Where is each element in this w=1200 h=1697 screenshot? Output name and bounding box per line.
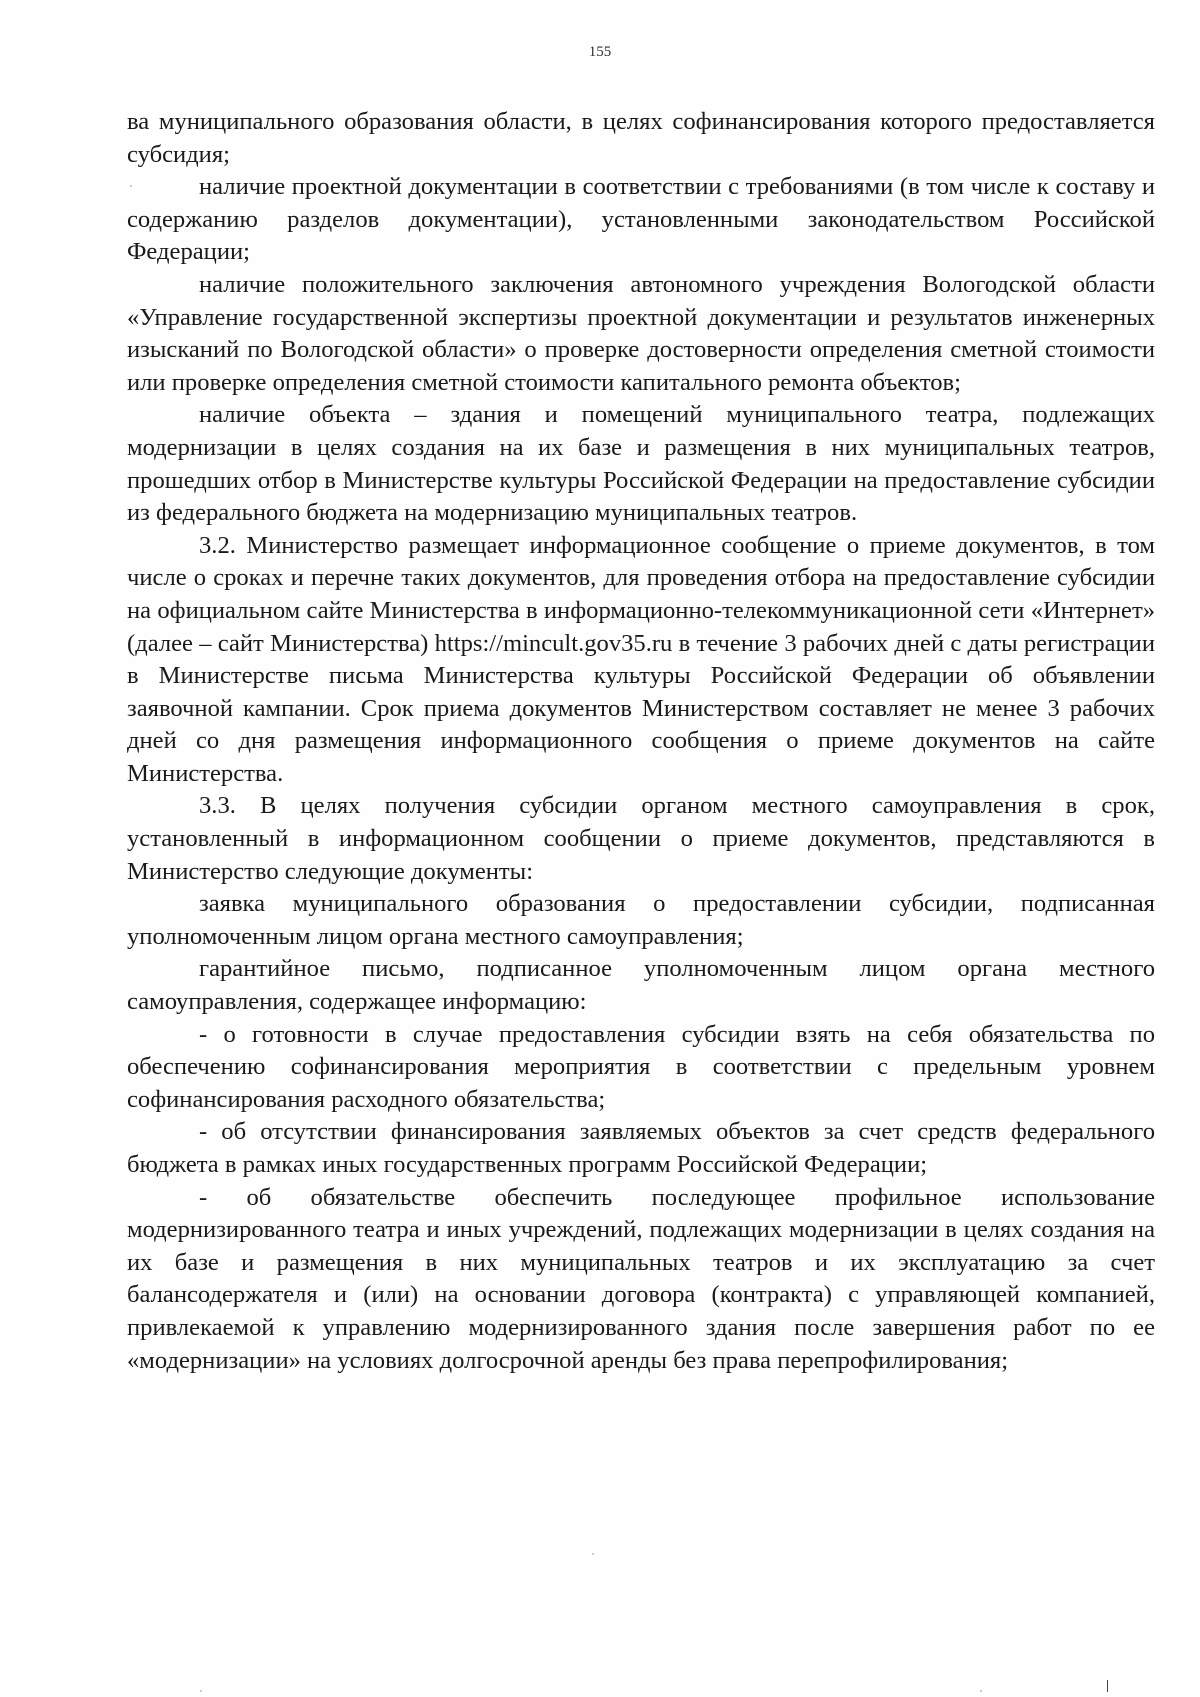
paragraph-continuation: ва муниципального образования области, в целях софинансирования которого предоставляется субсидия; [127,108,1155,168]
paragraph-guarantee-letter: гарантийное письмо, подписанное уполномоченным лицом органа местного самоуправления, содержащее информацию: [127,955,1155,1016]
scan-speck [200,1690,202,1692]
list-item-profile-use: - об обязательстве обеспечить последующее профильное использование модернизированного театра и иных учреждений, подлежащих модернизации в целях создания на их базе и размещения в них муниципальных театров и их эксплуатацию за счет балансодержателя и (или) на основании договора (контракта) с управляющей компанией, привлекаемой к управлению модернизированного здания после завершения работ по ее «модернизации» на условиях долгосрочной аренды без права перепрофилирования; [127,1183,1155,1374]
list-item-cofinancing: - о готовности в случае предоставления субсидии взять на себя обязательства по обеспечению софинансирования мероприятия в соответствии с предельным уровнем софинансирования расходного обязательства; [127,1020,1155,1113]
scan-speck [980,1690,982,1692]
paragraph-project-documentation: наличие проектной документации в соответствии с требованиями (в том числе к составу и содержанию разделов документации), установленными законодательством Российской Федерации; [127,173,1155,266]
page-number: 155 [588,44,612,60]
paragraph-application: заявка муниципального образования о предоставлении субсидии, подписанная уполномоченным лицом органа местного самоуправления; [127,890,1155,950]
paragraph-expertise-conclusion: наличие положительного заключения автономного учреждения Вологодской области «Управление государственной экспертизы проектной документации и результатов инженерных изысканий по Вологодской области» о проверке достоверности определения сметной стоимости или проверке определения сметной стоимости капитального ремонта объектов; [127,270,1155,396]
scan-speck [592,1553,594,1555]
paragraph-theatre-object: наличие объекта – здания и помещений муниципального театра, подлежащих модернизации в целях создания на их базе и размещения в них муниципальных театров, прошедших отбор в Министерстве культуры Российской Федерации на предоставление субсидии из федерального бюджета на модернизацию муниципальных театров. [127,401,1155,527]
scan-mark [1107,1680,1108,1692]
list-item-no-federal-funding: - об отсутствии финансирования заявляемых объектов за счет средств федерального бюджета в рамках иных государственных программ Российской Федерации; [127,1118,1155,1178]
document-body [127,106,1155,1377]
scan-speck [130,185,132,187]
paragraph-section-3-2: 3.2. Министерство размещает информационное сообщение о приеме документов, в том числе о сроках и перечне таких документов, для проведения отбора на предоставление субсидии на официальном сайте Министерства в информационно-телекоммуникационной сети «Интернет» (далее – сайт Министерства) https://mincult.gov35.ru в течение 3 рабочих дней с даты регистрации в Министерстве письма Министерства культуры Российской Федерации об объявлении заявочной кампании. Срок приема документов Министерством составляет не менее 3 рабочих дней со дня размещения информационного сообщения о приеме документов на сайте Министерства. [127,531,1155,787]
paragraph-section-3-3: 3.3. В целях получения субсидии органом местного самоуправления в срок, установленный в информационном сообщении о приеме документов, представляются в Министерство следующие документы: [127,792,1155,885]
